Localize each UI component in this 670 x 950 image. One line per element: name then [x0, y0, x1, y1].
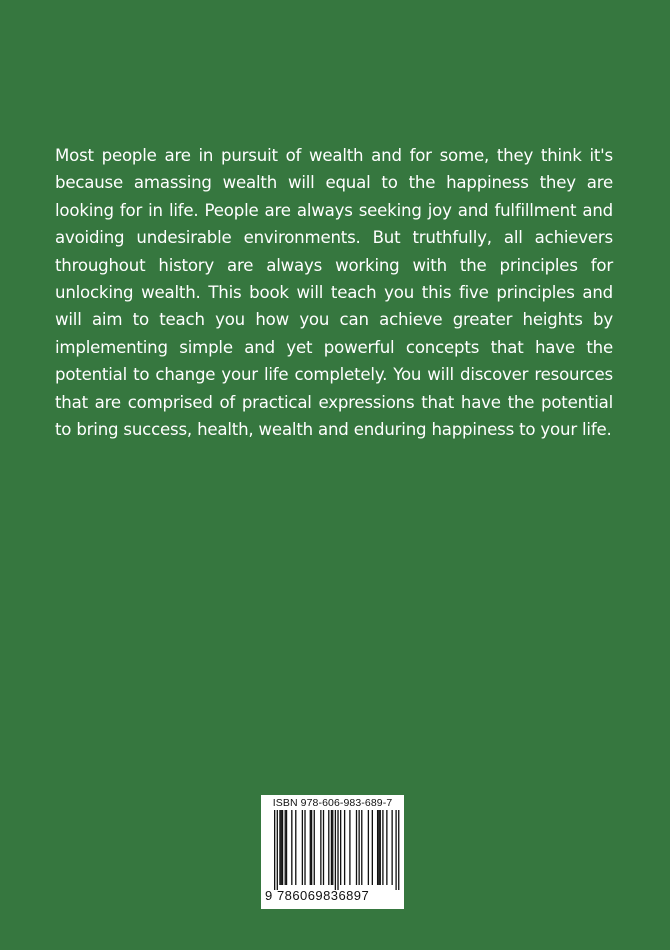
isbn-label: ISBN 978-606-983-689-7 — [272, 797, 393, 809]
barcode-bar — [361, 810, 362, 885]
barcode-bar — [378, 810, 379, 885]
barcode-guard-bar — [274, 810, 275, 890]
barcode-guard-bar — [335, 810, 336, 890]
barcode-bar — [386, 810, 387, 885]
barcode-bar — [328, 810, 329, 885]
barcode-bar — [332, 810, 333, 885]
barcode-bar — [344, 810, 345, 885]
barcode-bar — [382, 810, 383, 885]
barcode-bar — [286, 810, 287, 885]
barcode-bar — [304, 810, 305, 885]
barcode-bar — [391, 810, 392, 885]
barcode-bar — [314, 810, 315, 885]
barcode-bar — [358, 810, 359, 885]
barcode-bar — [331, 810, 332, 885]
barcode-bar — [372, 810, 373, 885]
barcode-bar — [356, 810, 357, 885]
barcode-bars — [261, 810, 404, 890]
back-cover-blurb: Most people are in pursuit of wealth and for some, they think it's because amassing wealth will equal to the happiness they are looking for in life. People are always seeking joy and fulfillment and avoiding undesirable environments. But truthfully, all achievers throughout history are always working with the principles for unlocking wealth. This book will teach you this five principles and will aim to teach you how you can achieve greater heights by implementing simple and yet powerful concepts that have the potential to change your life completely. You will discover resources that are comprised of practical expressions that have the potential to bring success, health, wealth and enduring happiness to your life. — [55, 146, 613, 440]
barcode-bar — [340, 810, 341, 885]
barcode-bar — [282, 810, 283, 885]
barcode-bar — [380, 810, 381, 885]
barcode-bar — [368, 810, 369, 885]
barcode-bar — [349, 810, 350, 885]
barcode-guard-bar — [337, 810, 338, 890]
barcode-bar — [310, 810, 311, 885]
barcode-bar — [281, 810, 282, 885]
barcode-bar — [295, 810, 296, 885]
barcode-bar — [323, 810, 324, 885]
barcode-bar — [279, 810, 280, 885]
barcode-bar — [311, 810, 312, 885]
barcode-bar — [291, 810, 292, 885]
barcode-bar — [302, 810, 303, 885]
ean-digits: 786069836897 — [277, 888, 370, 903]
barcode-guard-bar — [277, 810, 278, 890]
ean-first-digit: 9 — [265, 888, 273, 903]
isbn-barcode — [261, 795, 404, 909]
barcode-guard-bar — [398, 810, 399, 890]
barcode-bar — [377, 810, 378, 885]
barcode-guard-bar — [395, 810, 396, 890]
barcode-bar — [320, 810, 321, 885]
barcode-bar — [285, 810, 286, 885]
